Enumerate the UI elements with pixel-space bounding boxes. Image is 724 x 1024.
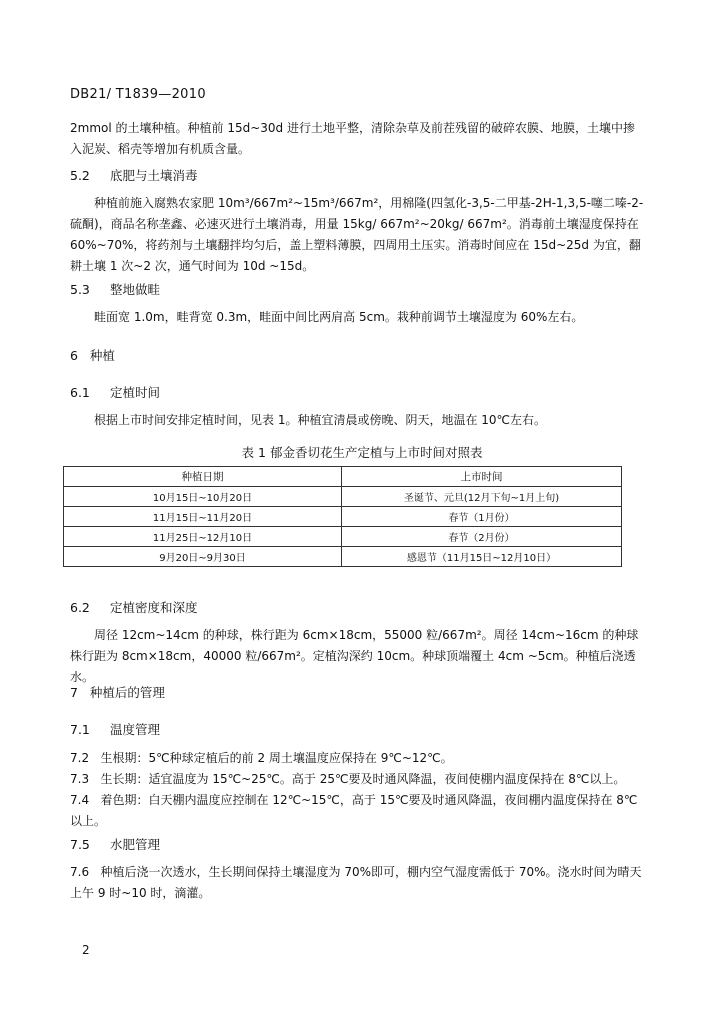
item-text: 种植后浇一次透水，生长期间保持土壤湿度为 70%即可，棚内空气湿度需低于 70%。浇水时间为晴天上午 9 时~10 时，滴灌。: [70, 865, 642, 900]
section-number: 7.5: [70, 837, 90, 852]
list-item: [70, 748, 644, 769]
section-5-3-heading: [70, 280, 160, 300]
section-6-heading: [70, 346, 115, 366]
temperature-list: [70, 748, 644, 832]
table-cell: 10月15日~10月20日: [64, 487, 342, 507]
section-5-2-body: 种植前施入腐熟农家肥 10m³/667m²~15m³/667m²，用棉隆(四氢化-3,5-二甲基-2H-1,3,5-噻二嗪-2-硫酮)，商品名称垄鑫、必速灭进行土壤消毒，用量 15kg/ 667m²~20kg/ 667m²。消毒前土壤湿度保持在 60%~70%，将药剂与土壤翻拌均匀后，盖上塑料薄膜，四周用土压实。消毒时间应在 15d~25d 为宜，翻耕土壤 1 次~2 次，通气时间为 10d ~15d。: [70, 196, 644, 273]
table-row: [64, 507, 622, 527]
intro-paragraph: 2mmol 的土壤种植。种植前 15d~30d 进行土地平整，清除杂草及前茬残留的破碎农膜、地膜，土壤中掺入泥炭、稻壳等增加有机质含量。: [70, 121, 635, 156]
section-7-heading: [70, 683, 165, 703]
table-cell: 11月25日~12月10日: [64, 527, 342, 547]
section-number: 6: [70, 348, 78, 363]
section-number: 7.1: [70, 722, 90, 737]
column-header: 上市时间: [342, 467, 622, 487]
section-6-1-body: 根据上市时间安排定植时间，见表 1。种植宜清晨或傍晚、阴天，地温在 10℃左右。: [94, 413, 547, 427]
table-row: [64, 527, 622, 547]
table-cell: 9月20日~9月30日: [64, 547, 342, 567]
item-text: 着色期：白天棚内温度应控制在 12℃~15℃，高于 15℃要及时通风降温，夜间棚内温度保持在 8℃以上。: [70, 793, 638, 828]
planting-schedule-table: [63, 466, 622, 567]
section-7-5-heading: [70, 835, 160, 855]
table-cell: 感恩节（11月15日~12月10日）: [342, 547, 622, 567]
section-number: 6.1: [70, 385, 90, 400]
list-item: [70, 790, 644, 832]
section-title: 种植: [89, 348, 115, 363]
table-cell: 春节（2月份）: [342, 527, 622, 547]
list-item: [70, 769, 644, 790]
table-cell: 圣诞节、元旦(12月下旬~1月上旬): [342, 487, 622, 507]
section-number: 6.2: [70, 600, 90, 615]
section-title: 水肥管理: [109, 837, 160, 852]
section-title: 定植时间: [109, 385, 160, 400]
section-number: 7: [70, 685, 78, 700]
section-title: 底肥与土壤消毒: [109, 168, 198, 183]
section-title: 种植后的管理: [89, 685, 165, 700]
section-7-6-paragraph: [70, 862, 644, 904]
column-header: 种植日期: [64, 467, 342, 487]
document-header: DB21/ T1839—2010: [70, 87, 206, 102]
item-number: 7.4: [70, 793, 90, 807]
table-cell: 春节（1月份）: [342, 507, 622, 527]
table-row: [64, 547, 622, 567]
section-6-2-body: 周径 12cm~14cm 的种球，株行距为 6cm×18cm，55000 粒/667m²。周径 14cm~16cm 的种球株行距为 8cm×18cm，40000 粒/667m²。定植沟深约 10cm。种球顶端覆土 4cm ~5cm。种植后浇透水。: [70, 628, 639, 684]
table-header-row: [64, 467, 622, 487]
section-5-3-body: 畦面宽 1.0m，畦背宽 0.3m，畦面中间比两肩高 5cm。栽种前调节土壤湿度为 60%左右。: [94, 310, 584, 324]
section-title: 整地做畦: [109, 282, 160, 297]
table-cell: 11月15日~11月20日: [64, 507, 342, 527]
item-number: 7.3: [70, 772, 90, 786]
section-title: 温度管理: [109, 722, 160, 737]
item-number: 7.2: [70, 751, 90, 765]
table-row: [64, 487, 622, 507]
section-number: 5.2: [70, 168, 90, 183]
item-text: 生根期：5℃种球定植后的前 2 周土壤温度应保持在 9℃~12℃。: [100, 751, 453, 765]
section-number: 5.3: [70, 282, 90, 297]
item-text: 生长期：适宜温度为 15℃~25℃。高于 25℃要及时通风降温，夜间使棚内温度保持在 8℃以上。: [100, 772, 626, 786]
item-number: 7.6: [70, 865, 90, 879]
table-caption: 表 1 郁金香切花生产定植与上市时间对照表: [241, 445, 483, 460]
section-title: 定植密度和深度: [109, 600, 198, 615]
section-7-1-heading: [70, 720, 160, 740]
page-number: 2: [82, 943, 90, 957]
section-5-2-heading: [70, 166, 197, 186]
section-6-2-heading: [70, 598, 197, 618]
section-6-1-heading: [70, 383, 160, 403]
